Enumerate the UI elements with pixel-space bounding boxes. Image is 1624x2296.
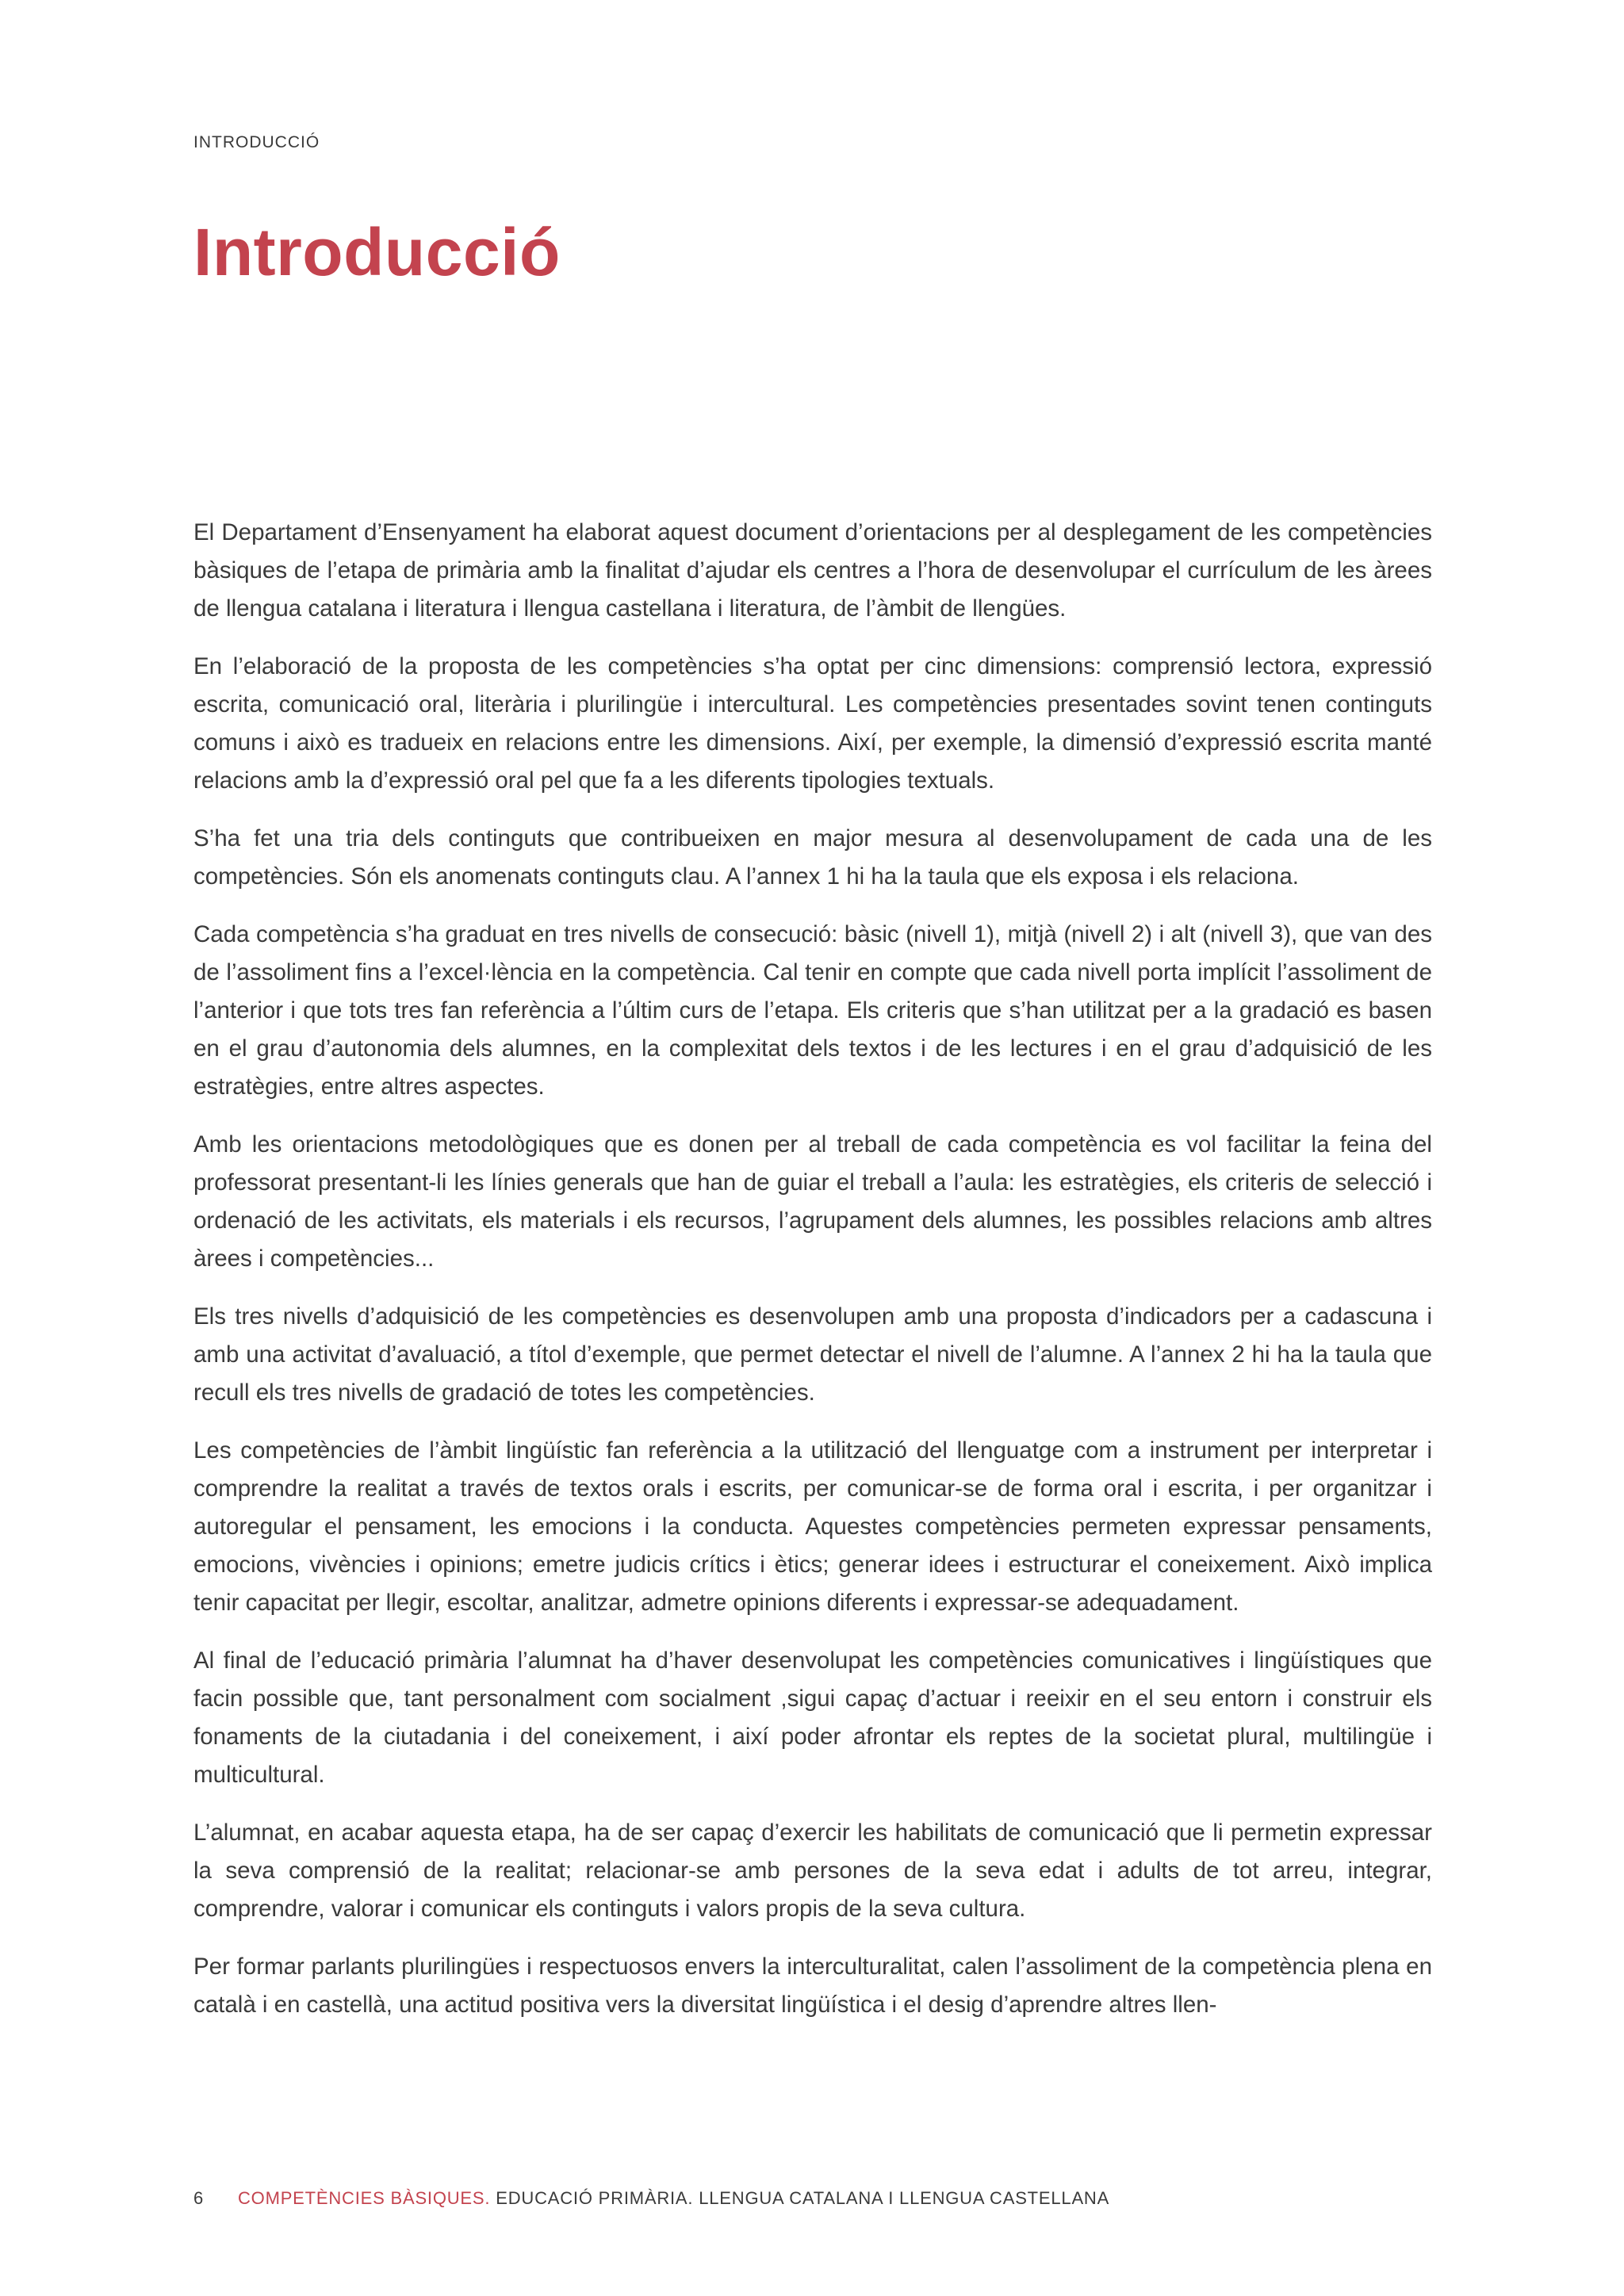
body-text: [193, 514, 1432, 2044]
paragraph: Cada competència s’ha graduat en tres nivells de consecució: bàsic (nivell 1), mitjà (nivell 2) i alt (nivell 3), que van des de l’assoliment fins a l’excel·lència en la competència. Cal tenir en compte que cada nivell porta implícit l’assoliment de l’anterior i que tots tres fan referència a l’últim curs de l’etapa. Els criteris que s’han utilitzat per a la gradació es basen en el grau d’autonomia dels alumnes, en la complexitat dels textos i de les lectures i en el grau d’adquisició de les estratègies, entre altres aspectes.: [193, 921, 1432, 1100]
paragraph: Per formar parlants plurilingües i respectuosos envers la interculturalitat, calen l’assoliment de la competència plena en català i en castellà, una actitud positiva vers la diversitat lingüística i el desig d’aprendre altres llen-: [193, 1954, 1432, 2018]
paragraph: En l’elaboració de la proposta de les competències s’ha optat per cinc dimensions: comprensió lectora, expressió escrita, comunicació oral, literària i plurilingüe i intercultural. Les competències presentades sovint tenen continguts comuns i això es tradueix en relacions entre les dimensions. Així, per exemple, la dimensió d’expressió escrita manté relacions amb la d’expressió oral pel que fa a les diferents tipologies textuals.: [193, 653, 1432, 794]
paragraph: Els tres nivells d’adquisició de les competències es desenvolupen amb una proposta d’indicadors per a cadascuna i amb una activitat d’avaluació, a títol d’exemple, que permet detectar el nivell de l’alumne. A l’annex 2 hi ha la taula que recull els tres nivells de gradació de totes les competències.: [193, 1303, 1432, 1406]
paragraph: Al final de l’educació primària l’alumnat ha d’haver desenvolupat les competències comunicatives i lingüístiques que facin possible que, tant personalment com socialment ,sigui capaç d’actuar i reeixir en el seu entorn i construir els fonaments de la ciutadania i del coneixement, i així poder afrontar els reptes de la societat plural, multilingüe i multicultural.: [193, 1647, 1432, 1788]
page-number: 6: [193, 2188, 205, 2208]
paragraph: L’alumnat, en acabar aquesta etapa, ha de ser capaç d’exercir les habilitats de comunicació que li permetin expressar la seva comprensió de la realitat; relacionar-se amb persones de la seva edat i adults de tot arreu, integrar, comprendre, valorar i comunicar els continguts i valors propis de la seva cultura.: [193, 1820, 1432, 1922]
page-footer: [193, 2188, 1109, 2209]
paragraph: El Departament d’Ensenyament ha elaborat aquest document d’orientacions per al desplegament de les competències bàsiques de l’etapa de primària amb la finalitat d’ajudar els centres a l’hora de desenvolupar el currículum de les àrees de llengua catalana i literatura i llengua castellana i literatura, de l’àmbit de llengües.: [193, 519, 1432, 622]
paragraph: Les competències de l’àmbit lingüístic fan referència a la utilització del llenguatge com a instrument per interpretar i comprendre la realitat a través de textos orals i escrits, per comunicar-se de forma oral i escrita, i per organitzar i autoregular el pensament, les emocions i la conducta. Aquestes competències permeten expressar pensaments, emocions, vivències i opinions; emetre judicis crítics i ètics; generar idees i estructurar el coneixement. Això implica tenir capacitat per llegir, escoltar, analitzar, admetre opinions diferents i expressar-se adequadament.: [193, 1437, 1432, 1616]
series-name: COMPETÈNCIES BÀSIQUES.: [237, 2188, 491, 2208]
running-header: INTRODUCCIÓ: [193, 133, 320, 151]
page-title: Introducció: [193, 215, 561, 289]
paragraph: Amb les orientacions metodològiques que es donen per al treball de cada competència es vol facilitar la feina del professorat presentant-li les línies generals que han de guiar el treball a l’aula: les estratègies, els criteris de selecció i ordenació de les activitats, els materials i els recursos, l’agrupament dels alumnes, les possibles relacions amb altres àrees i competències...: [193, 1131, 1432, 1272]
publication-title: EDUCACIÓ PRIMÀRIA. LLENGUA CATALANA I LLENGUA CASTELLANA: [496, 2188, 1110, 2208]
paragraph: S’ha fet una tria dels continguts que contribueixen en major mesura al desenvolupament de cada una de les competències. Són els anomenats continguts clau. A l’annex 1 hi ha la taula que els exposa i els relaciona.: [193, 825, 1432, 890]
